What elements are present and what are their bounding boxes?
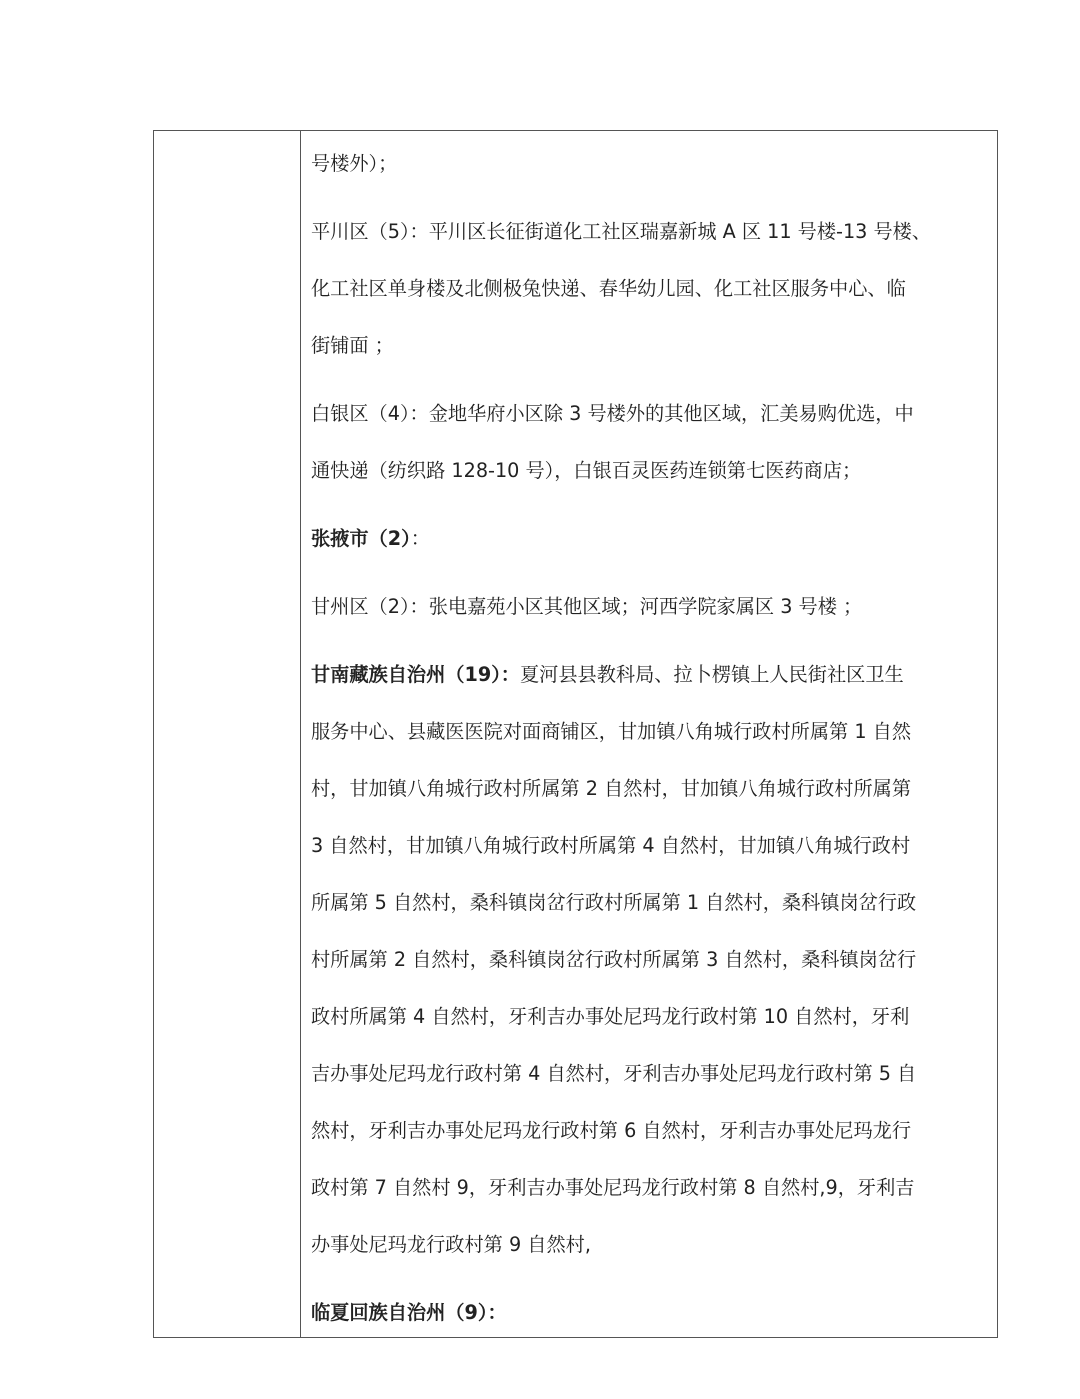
paragraph-ganzhou — [311, 578, 989, 635]
text-line: 吉办事处尼玛龙行政村第 4 自然村，牙利吉办事处尼玛龙行政村第 5 自 — [311, 1062, 917, 1085]
text-line: 政村第 7 自然村 9，牙利吉办事处尼玛龙行政村第 8 自然村,9，牙利吉 — [311, 1176, 915, 1199]
text-line: 所属第 5 自然村，桑科镇岗岔行政村所属第 1 自然村，桑科镇岗岔行政 — [311, 891, 917, 914]
region-heading: 张掖市（2） — [311, 527, 411, 550]
text-line: 政村所属第 4 自然村，牙利吉办事处尼玛龙行政村第 10 自然村，牙利 — [311, 1005, 910, 1028]
text-line: 然村，牙利吉办事处尼玛龙行政村第 6 自然村，牙利吉办事处尼玛龙行 — [311, 1119, 912, 1142]
text-line: 通快递（纺织路 128-10 号），白银百灵医药连锁第七医药商店； — [311, 459, 862, 482]
text-line: 夏河县县教科局、拉卜楞镇上人民街社区卫生 — [519, 663, 904, 686]
text-line: 平川区（5）：平川区长征街道化工社区瑞嘉新城 A 区 11 号楼-13 号楼、 — [311, 220, 932, 243]
paragraph-continuation — [311, 135, 989, 192]
region-heading: 临夏回族自治州（9）： — [311, 1301, 507, 1324]
content-table — [153, 130, 998, 1338]
paragraph-zhangye-heading — [311, 510, 989, 567]
paragraph-gannan — [311, 646, 989, 1273]
paragraph-baiyin — [311, 385, 989, 499]
paragraph-pingchuan — [311, 203, 989, 374]
text-line: 化工社区单身楼及北侧极兔快递、春华幼儿园、化工社区服务中心、临 — [311, 277, 906, 300]
table-right-cell — [301, 131, 997, 1337]
table-left-cell — [154, 131, 301, 1337]
text-line: 白银区（4）：金地华府小区除 3 号楼外的其他区域，汇美易购优选，中 — [311, 402, 914, 425]
text-line: 3 自然村，甘加镇八角城行政村所属第 4 自然村，甘加镇八角城行政村 — [311, 834, 911, 857]
text-line: 服务中心、县藏医医院对面商铺区，甘加镇八角城行政村所属第 1 自然 — [311, 720, 912, 743]
text-line: 办事处尼玛龙行政村第 9 自然村, — [311, 1233, 591, 1256]
text-line: 村，甘加镇八角城行政村所属第 2 自然村，甘加镇八角城行政村所属第 — [311, 777, 912, 800]
text-line: 号楼外）； — [311, 152, 398, 175]
text-line: ： — [410, 527, 430, 550]
text-line: 街铺面 ； — [311, 334, 394, 357]
paragraph-linxia-heading — [311, 1284, 989, 1337]
text-line: 村所属第 2 自然村，桑科镇岗岔行政村所属第 3 自然村，桑科镇岗岔行 — [311, 948, 917, 971]
region-heading: 甘南藏族自治州（19）： — [311, 663, 520, 686]
text-line: 甘州区（2）：张电嘉苑小区其他区域；河西学院家属区 3 号楼 ； — [311, 595, 863, 618]
